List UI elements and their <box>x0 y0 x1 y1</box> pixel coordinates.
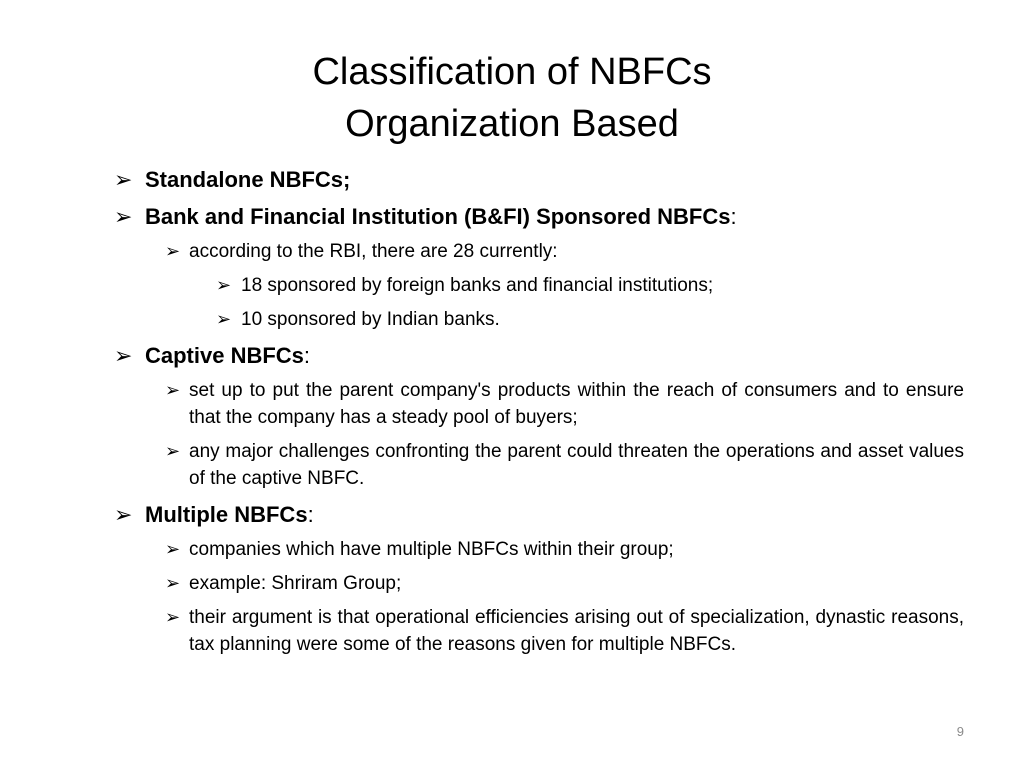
sub-sub-bullet-text: 10 sponsored by Indian banks. <box>241 309 500 330</box>
arrow-bullet-icon: ➢ <box>114 167 133 192</box>
bullet-multiple-nbfcs <box>114 501 964 529</box>
sub-bullet-text: set up to put the parent company's products within the reach of consumers and to ensure that the company has a steady pool of buyers; <box>189 380 964 428</box>
bullet-heading-suffix: : <box>307 502 314 527</box>
title-line-1: Classification of NBFCs <box>312 51 712 93</box>
arrow-bullet-icon: ➢ <box>165 573 181 593</box>
sub-bullet-text: according to the RBI, there are 28 currently: <box>189 241 558 262</box>
sub-bullet-multiple-example <box>165 570 964 597</box>
arrow-bullet-icon: ➢ <box>165 441 181 461</box>
arrow-bullet-icon: ➢ <box>114 204 133 229</box>
sub-sub-bullet-indian-banks <box>216 306 964 333</box>
sub-bullet-multiple-definition <box>165 536 964 563</box>
sub-bullet-rbi-count <box>165 238 964 265</box>
sub-bullet-captive-risk <box>165 438 964 492</box>
arrow-bullet-icon: ➢ <box>165 380 181 400</box>
arrow-bullet-icon: ➢ <box>216 309 232 329</box>
arrow-bullet-icon: ➢ <box>114 343 133 368</box>
page-number: 9 <box>956 724 964 739</box>
arrow-bullet-icon: ➢ <box>216 275 232 295</box>
bullet-heading: Captive NBFCs <box>145 343 304 368</box>
title-line-2: Organization Based <box>345 103 679 145</box>
bullet-heading-suffix: : <box>730 204 737 229</box>
sub-sub-bullet-foreign-banks <box>216 272 964 299</box>
sub-bullet-text: any major challenges confronting the parent could threaten the operations and asset values of the captive NBFC. <box>189 441 964 489</box>
bullet-standalone-nbfcs <box>114 166 964 194</box>
bullet-heading-suffix: : <box>303 343 311 368</box>
bullet-heading: Standalone NBFCs; <box>145 167 351 192</box>
arrow-bullet-icon: ➢ <box>165 241 181 261</box>
bullet-heading: Bank and Financial Institution (B&FI) Sponsored NBFCs <box>145 204 731 229</box>
sub-bullet-text: example: Shriram Group; <box>189 573 402 594</box>
sub-bullet-multiple-argument <box>165 604 964 658</box>
arrow-bullet-icon: ➢ <box>114 502 133 527</box>
sub-bullet-captive-purpose <box>165 377 964 431</box>
sub-bullet-text: companies which have multiple NBFCs within their group; <box>189 539 674 560</box>
arrow-bullet-icon: ➢ <box>165 539 181 559</box>
sub-sub-bullet-text: 18 sponsored by foreign banks and financial institutions; <box>241 275 714 296</box>
arrow-bullet-icon: ➢ <box>165 607 181 627</box>
bullet-bank-fi-sponsored-nbfcs <box>114 203 964 231</box>
sub-bullet-text: their argument is that operational efficiencies arising out of specialization, dynastic reasons, tax planning were some of the reasons given for multiple NBFCs. <box>189 607 964 655</box>
bullet-heading: Multiple NBFCs <box>145 502 308 527</box>
bullet-list <box>114 166 964 658</box>
bullet-captive-nbfcs <box>114 342 964 370</box>
slide-title <box>62 46 962 150</box>
